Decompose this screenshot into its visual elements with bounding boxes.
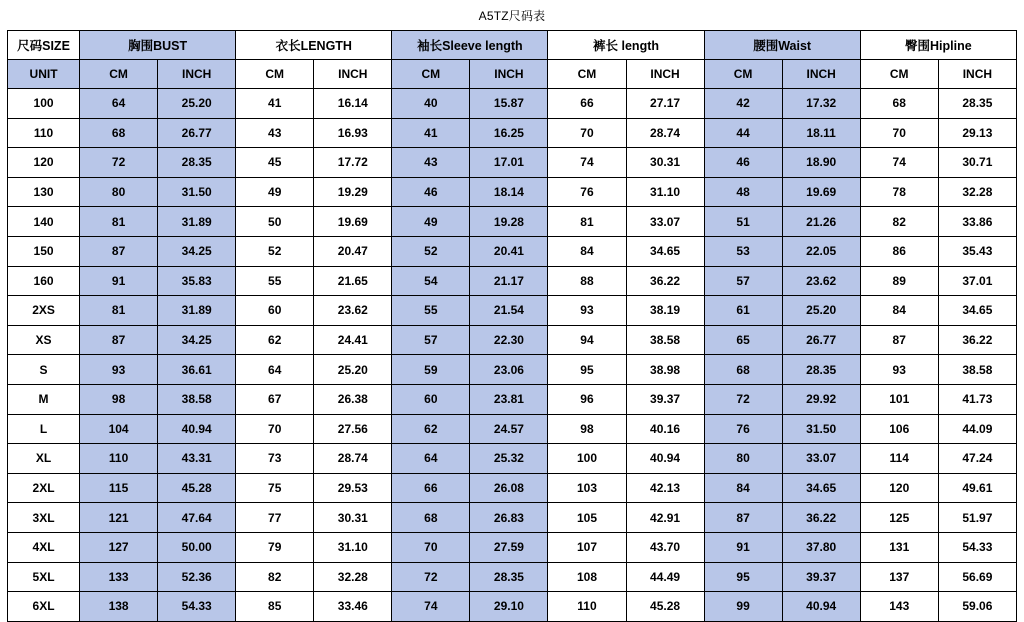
table-cell: 82 [236, 562, 314, 592]
table-cell: 110 [548, 592, 626, 622]
table-cell: 30.31 [314, 503, 392, 533]
table-row [8, 148, 1017, 178]
table-cell: 40.94 [782, 592, 860, 622]
table-cell: 28.74 [314, 444, 392, 474]
table-cell: 21.17 [470, 266, 548, 296]
unit-header-cell: INCH [470, 60, 548, 89]
table-row [8, 325, 1017, 355]
table-cell: 18.90 [782, 148, 860, 178]
table-cell: 76 [548, 177, 626, 207]
table-cell: 84 [704, 473, 782, 503]
group-header-cell: 胸围BUST [80, 31, 236, 60]
table-cell: 55 [236, 266, 314, 296]
table-cell: 25.20 [782, 296, 860, 326]
row-size-label: 110 [8, 118, 80, 148]
table-cell: 57 [392, 325, 470, 355]
table-cell: 19.29 [314, 177, 392, 207]
table-cell: 78 [860, 177, 938, 207]
table-cell: 21.65 [314, 266, 392, 296]
table-cell: 93 [860, 355, 938, 385]
table-cell: 41.73 [938, 384, 1016, 414]
table-cell: 40.94 [626, 444, 704, 474]
table-cell: 70 [392, 532, 470, 562]
table-cell: 40 [392, 89, 470, 119]
table-cell: 68 [80, 118, 158, 148]
table-cell: 80 [704, 444, 782, 474]
unit-header-row [8, 60, 1017, 89]
table-cell: 39.37 [782, 562, 860, 592]
table-cell: 35.83 [158, 266, 236, 296]
table-cell: 91 [704, 532, 782, 562]
table-row [8, 355, 1017, 385]
table-cell: 66 [548, 89, 626, 119]
group-header-cell: 袖长Sleeve length [392, 31, 548, 60]
table-cell: 73 [236, 444, 314, 474]
table-cell: 110 [80, 444, 158, 474]
table-cell: 98 [80, 384, 158, 414]
table-cell: 133 [80, 562, 158, 592]
table-cell: 21.54 [470, 296, 548, 326]
table-cell: 62 [392, 414, 470, 444]
table-cell: 64 [80, 89, 158, 119]
table-cell: 37.01 [938, 266, 1016, 296]
row-size-label: S [8, 355, 80, 385]
table-cell: 16.14 [314, 89, 392, 119]
table-cell: 33.46 [314, 592, 392, 622]
size-chart-table [7, 30, 1017, 622]
table-cell: 45.28 [626, 592, 704, 622]
table-cell: 59 [392, 355, 470, 385]
table-cell: 42.13 [626, 473, 704, 503]
table-cell: 31.50 [158, 177, 236, 207]
table-row [8, 236, 1017, 266]
row-size-label: 6XL [8, 592, 80, 622]
group-header-cell: 腰围Waist [704, 31, 860, 60]
table-cell: 27.17 [626, 89, 704, 119]
table-cell: 87 [704, 503, 782, 533]
table-cell: 31.89 [158, 296, 236, 326]
table-cell: 77 [236, 503, 314, 533]
table-row [8, 414, 1017, 444]
table-cell: 20.47 [314, 236, 392, 266]
table-body [8, 89, 1017, 622]
table-cell: 43 [392, 148, 470, 178]
table-cell: 34.65 [626, 236, 704, 266]
table-cell: 34.65 [938, 296, 1016, 326]
table-cell: 19.69 [782, 177, 860, 207]
table-row [8, 444, 1017, 474]
unit-header-cell: CM [236, 60, 314, 89]
table-cell: 21.26 [782, 207, 860, 237]
table-cell: 44.09 [938, 414, 1016, 444]
table-cell: 47.64 [158, 503, 236, 533]
table-cell: 26.38 [314, 384, 392, 414]
table-cell: 25.32 [470, 444, 548, 474]
table-cell: 85 [236, 592, 314, 622]
table-cell: 29.53 [314, 473, 392, 503]
table-cell: 34.25 [158, 236, 236, 266]
table-cell: 17.01 [470, 148, 548, 178]
table-cell: 32.28 [314, 562, 392, 592]
table-cell: 24.57 [470, 414, 548, 444]
unit-header-cell: INCH [626, 60, 704, 89]
unit-header-cell: CM [704, 60, 782, 89]
table-cell: 70 [548, 118, 626, 148]
row-size-label: 100 [8, 89, 80, 119]
table-cell: 60 [236, 296, 314, 326]
table-cell: 37.80 [782, 532, 860, 562]
table-cell: 39.37 [626, 384, 704, 414]
table-cell: 64 [392, 444, 470, 474]
table-cell: 36.61 [158, 355, 236, 385]
table-cell: 96 [548, 384, 626, 414]
table-header [8, 31, 1017, 89]
table-cell: 31.50 [782, 414, 860, 444]
unit-header-cell: INCH [938, 60, 1016, 89]
table-cell: 36.22 [626, 266, 704, 296]
table-cell: 79 [236, 532, 314, 562]
table-cell: 44 [704, 118, 782, 148]
row-size-label: XS [8, 325, 80, 355]
table-row [8, 562, 1017, 592]
table-cell: 42.91 [626, 503, 704, 533]
table-cell: 101 [860, 384, 938, 414]
table-cell: 23.62 [782, 266, 860, 296]
table-cell: 30.31 [626, 148, 704, 178]
unit-header-cell: INCH [158, 60, 236, 89]
table-cell: 107 [548, 532, 626, 562]
table-cell: 70 [236, 414, 314, 444]
table-cell: 41 [236, 89, 314, 119]
table-cell: 18.11 [782, 118, 860, 148]
table-cell: 40.16 [626, 414, 704, 444]
page-title: A5TZ尺码表 [478, 9, 546, 23]
unit-header-cell: UNIT [8, 60, 80, 89]
table-cell: 84 [860, 296, 938, 326]
table-cell: 120 [860, 473, 938, 503]
unit-header-cell: CM [548, 60, 626, 89]
table-cell: 65 [704, 325, 782, 355]
group-header-row [8, 31, 1017, 60]
table-cell: 46 [704, 148, 782, 178]
table-cell: 33.07 [782, 444, 860, 474]
table-cell: 34.65 [782, 473, 860, 503]
table-cell: 88 [548, 266, 626, 296]
table-cell: 42 [704, 89, 782, 119]
table-cell: 54.33 [158, 592, 236, 622]
table-row [8, 503, 1017, 533]
unit-header-cell: INCH [314, 60, 392, 89]
table-row [8, 592, 1017, 622]
row-size-label: L [8, 414, 80, 444]
table-cell: 28.35 [158, 148, 236, 178]
table-cell: 43.70 [626, 532, 704, 562]
table-row [8, 177, 1017, 207]
table-cell: 52.36 [158, 562, 236, 592]
table-cell: 30.71 [938, 148, 1016, 178]
table-cell: 25.20 [158, 89, 236, 119]
table-cell: 16.93 [314, 118, 392, 148]
table-cell: 115 [80, 473, 158, 503]
table-row [8, 296, 1017, 326]
unit-header-cell: INCH [782, 60, 860, 89]
table-cell: 59.06 [938, 592, 1016, 622]
table-cell: 57 [704, 266, 782, 296]
table-cell: 20.41 [470, 236, 548, 266]
table-cell: 44.49 [626, 562, 704, 592]
row-size-label: 140 [8, 207, 80, 237]
table-cell: 105 [548, 503, 626, 533]
table-cell: 55 [392, 296, 470, 326]
group-header-cell: 衣长LENGTH [236, 31, 392, 60]
table-cell: 64 [236, 355, 314, 385]
table-cell: 19.69 [314, 207, 392, 237]
row-size-label: 2XS [8, 296, 80, 326]
table-cell: 54 [392, 266, 470, 296]
table-cell: 38.19 [626, 296, 704, 326]
table-cell: 94 [548, 325, 626, 355]
table-cell: 76 [704, 414, 782, 444]
row-size-label: 120 [8, 148, 80, 178]
table-cell: 106 [860, 414, 938, 444]
group-header-cell: 尺码SIZE [8, 31, 80, 60]
table-cell: 31.10 [626, 177, 704, 207]
table-cell: 89 [860, 266, 938, 296]
table-cell: 143 [860, 592, 938, 622]
table-cell: 35.43 [938, 236, 1016, 266]
table-cell: 104 [80, 414, 158, 444]
table-row [8, 473, 1017, 503]
table-cell: 38.58 [938, 355, 1016, 385]
table-cell: 26.77 [782, 325, 860, 355]
table-cell: 23.06 [470, 355, 548, 385]
table-cell: 74 [548, 148, 626, 178]
table-cell: 31.89 [158, 207, 236, 237]
table-cell: 49.61 [938, 473, 1016, 503]
table-cell: 60 [392, 384, 470, 414]
table-cell: 19.28 [470, 207, 548, 237]
table-cell: 36.22 [938, 325, 1016, 355]
table-cell: 87 [80, 236, 158, 266]
table-cell: 50 [236, 207, 314, 237]
table-cell: 45 [236, 148, 314, 178]
table-cell: 51 [704, 207, 782, 237]
group-header-cell: 裤长 length [548, 31, 704, 60]
row-size-label: 2XL [8, 473, 80, 503]
table-row [8, 118, 1017, 148]
unit-header-cell: CM [80, 60, 158, 89]
table-cell: 46 [392, 177, 470, 207]
table-cell: 66 [392, 473, 470, 503]
table-cell: 33.86 [938, 207, 1016, 237]
table-cell: 95 [548, 355, 626, 385]
table-cell: 74 [860, 148, 938, 178]
table-cell: 29.13 [938, 118, 1016, 148]
table-cell: 52 [392, 236, 470, 266]
table-cell: 81 [80, 296, 158, 326]
group-header-cell: 臀围Hipline [860, 31, 1016, 60]
table-cell: 26.08 [470, 473, 548, 503]
row-size-label: 130 [8, 177, 80, 207]
table-cell: 16.25 [470, 118, 548, 148]
table-cell: 23.62 [314, 296, 392, 326]
table-cell: 40.94 [158, 414, 236, 444]
table-cell: 45.28 [158, 473, 236, 503]
table-cell: 127 [80, 532, 158, 562]
table-cell: 98 [548, 414, 626, 444]
table-cell: 87 [80, 325, 158, 355]
table-cell: 68 [860, 89, 938, 119]
table-cell: 86 [860, 236, 938, 266]
table-cell: 84 [548, 236, 626, 266]
table-cell: 32.28 [938, 177, 1016, 207]
table-cell: 74 [392, 592, 470, 622]
table-cell: 26.77 [158, 118, 236, 148]
table-cell: 33.07 [626, 207, 704, 237]
table-cell: 75 [236, 473, 314, 503]
table-cell: 17.32 [782, 89, 860, 119]
table-cell: 17.72 [314, 148, 392, 178]
table-cell: 80 [80, 177, 158, 207]
table-cell: 49 [236, 177, 314, 207]
row-size-label: M [8, 384, 80, 414]
table-cell: 36.22 [782, 503, 860, 533]
table-cell: 99 [704, 592, 782, 622]
table-cell: 22.05 [782, 236, 860, 266]
table-cell: 23.81 [470, 384, 548, 414]
table-cell: 72 [80, 148, 158, 178]
table-cell: 131 [860, 532, 938, 562]
table-cell: 91 [80, 266, 158, 296]
table-cell: 28.74 [626, 118, 704, 148]
table-cell: 28.35 [938, 89, 1016, 119]
table-cell: 68 [392, 503, 470, 533]
table-cell: 121 [80, 503, 158, 533]
table-cell: 138 [80, 592, 158, 622]
row-size-label: XL [8, 444, 80, 474]
table-cell: 43 [236, 118, 314, 148]
table-cell: 29.92 [782, 384, 860, 414]
table-cell: 50.00 [158, 532, 236, 562]
table-cell: 70 [860, 118, 938, 148]
table-cell: 15.87 [470, 89, 548, 119]
table-cell: 38.58 [626, 325, 704, 355]
table-cell: 34.25 [158, 325, 236, 355]
table-cell: 108 [548, 562, 626, 592]
table-cell: 49 [392, 207, 470, 237]
table-cell: 27.56 [314, 414, 392, 444]
table-cell: 31.10 [314, 532, 392, 562]
table-row [8, 266, 1017, 296]
table-cell: 25.20 [314, 355, 392, 385]
table-cell: 82 [860, 207, 938, 237]
table-cell: 24.41 [314, 325, 392, 355]
table-cell: 48 [704, 177, 782, 207]
table-cell: 81 [548, 207, 626, 237]
table-cell: 137 [860, 562, 938, 592]
row-size-label: 4XL [8, 532, 80, 562]
table-cell: 103 [548, 473, 626, 503]
unit-header-cell: CM [860, 60, 938, 89]
unit-header-cell: CM [392, 60, 470, 89]
table-row [8, 89, 1017, 119]
row-size-label: 150 [8, 236, 80, 266]
table-cell: 72 [704, 384, 782, 414]
table-cell: 47.24 [938, 444, 1016, 474]
table-cell: 38.98 [626, 355, 704, 385]
table-cell: 62 [236, 325, 314, 355]
table-cell: 22.30 [470, 325, 548, 355]
row-size-label: 3XL [8, 503, 80, 533]
row-size-label: 160 [8, 266, 80, 296]
table-cell: 53 [704, 236, 782, 266]
table-cell: 27.59 [470, 532, 548, 562]
table-cell: 38.58 [158, 384, 236, 414]
table-cell: 93 [548, 296, 626, 326]
table-cell: 114 [860, 444, 938, 474]
table-cell: 51.97 [938, 503, 1016, 533]
table-cell: 67 [236, 384, 314, 414]
table-cell: 54.33 [938, 532, 1016, 562]
table-cell: 68 [704, 355, 782, 385]
table-cell: 61 [704, 296, 782, 326]
table-cell: 41 [392, 118, 470, 148]
table-cell: 52 [236, 236, 314, 266]
table-cell: 43.31 [158, 444, 236, 474]
table-row [8, 384, 1017, 414]
table-cell: 56.69 [938, 562, 1016, 592]
table-cell: 87 [860, 325, 938, 355]
table-cell: 29.10 [470, 592, 548, 622]
table-row [8, 532, 1017, 562]
table-cell: 125 [860, 503, 938, 533]
table-cell: 18.14 [470, 177, 548, 207]
table-cell: 28.35 [782, 355, 860, 385]
table-row [8, 207, 1017, 237]
table-cell: 72 [392, 562, 470, 592]
table-cell: 28.35 [470, 562, 548, 592]
table-cell: 95 [704, 562, 782, 592]
table-cell: 100 [548, 444, 626, 474]
table-cell: 26.83 [470, 503, 548, 533]
table-cell: 93 [80, 355, 158, 385]
row-size-label: 5XL [8, 562, 80, 592]
table-cell: 81 [80, 207, 158, 237]
